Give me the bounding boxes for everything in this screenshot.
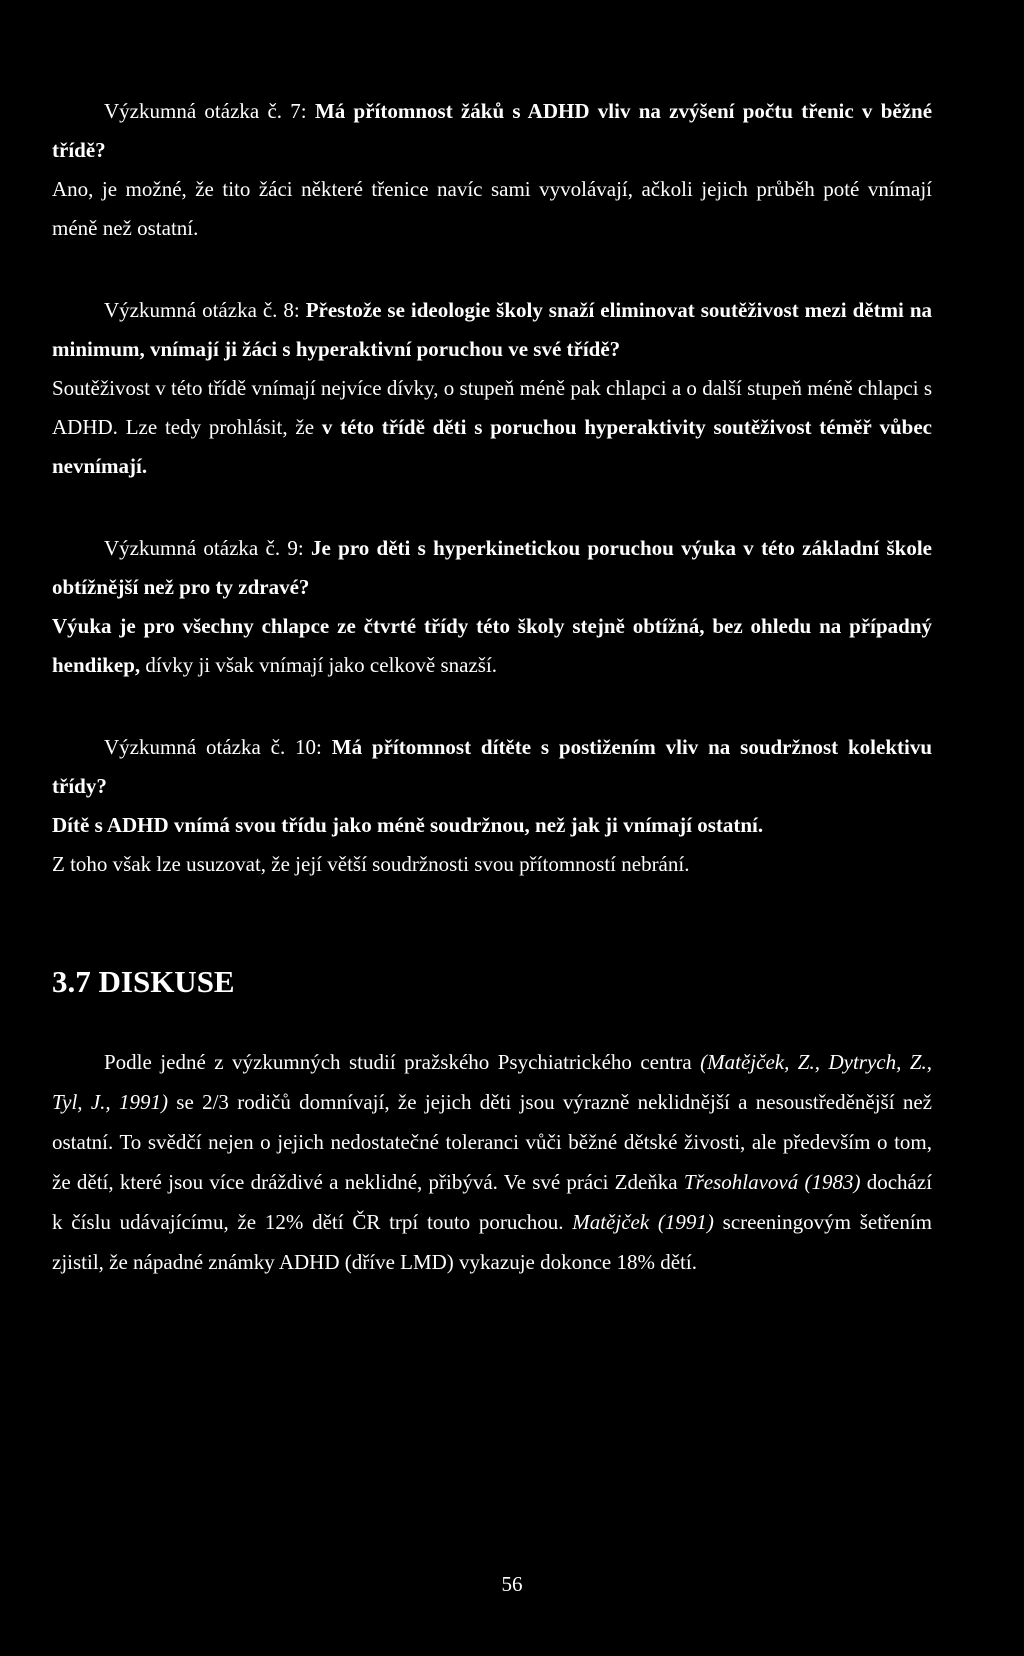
citation: Třesohlavová (1983) [683,1170,861,1194]
answer-plain: Soutěživost v této třídě vnímají nejvíce dívky, o stupeň méně pak chlapci a o další stupeň méně chlapci s ADHD. Lze tedy prohlásit, že [52,376,932,439]
question-text: Má přítomnost dítěte s postižením vliv na soudržnost kolektivu třídy? [52,735,933,798]
paragraph-text: screeningovým šetřením zjistil, že nápadné známky ADHD (dříve LMD) vykazuje dokonce 18% dětí. [52,1210,933,1274]
answer-7: Ano, je možné, že tito žáci některé třenice navíc sami vyvolávají, ačkoli jejich průběh poté vnímají méně než ostatní. [52,177,932,240]
question-label: Výzkumná otázka č. 10: [104,735,322,759]
spacer [52,685,932,728]
answer-plain: dívky ji však vnímají jako celkově snazší. [145,653,498,677]
spacer [52,1002,932,1042]
question-label: Výzkumná otázka č. 7: [104,99,307,123]
answer-10-plain: Z toho však lze usuzovat, že její větší soudržnosti svou přítomností nebrání. [52,852,690,876]
citation: (Matějček, Z., Dytrych, Z., Tyl, J., 1991) [52,1050,932,1114]
research-question-9 [52,529,932,607]
citation: Matějček (1991) [572,1210,714,1234]
answer-9 [52,607,932,685]
answer-bold: Výuka je pro všechny chlapce ze čtvrté třídy této školy stejně obtížná, bez ohledu na případný hendikep, [52,614,932,677]
research-question-10 [52,728,932,806]
research-question-8 [52,291,932,369]
question-text: Má přítomnost žáků s ADHD vliv na zvýšení počtu třenic v běžné třídě? [52,99,933,162]
question-label: Výzkumná otázka č. 8: [104,298,300,322]
paragraph-text: se 2/3 rodičů domnívají, že jejich děti jsou výrazně neklidnější a nesoustředěnější než ostatní. To svědčí nejen o jejich nedostatečné toleranci vůči běžné dětské živosti, ale především o tom, že dětí, které jsou více dráždivé a neklidné, přibývá. Ve své práci Zdeňka [52,1090,933,1194]
research-question-7 [52,92,932,170]
answer-10-bold [52,806,932,845]
question-text: Je pro děti s hyperkinetickou poruchou výuka v této základní škole obtížnější než pro ty zdravé? [52,536,932,599]
question-text: Přestože se ideologie školy snaží eliminovat soutěživost mezi dětmi na minimum, vnímají ji žáci s hyperaktivní poruchou ve své třídě? [52,298,933,361]
page-number: 56 [501,1572,523,1596]
answer-bold: Dítě s ADHD vnímá svou třídu jako méně soudržnou, než jak ji vnímají ostatní. [52,813,764,837]
spacer [52,486,932,529]
document-page [52,92,932,1282]
question-label: Výzkumná otázka č. 9: [104,536,304,560]
paragraph-text: dochází k číslu udávajícímu, že 12% dětí ČR trpí touto poruchou. [52,1170,933,1234]
spacer [52,248,932,291]
answer-bold: v této třídě děti s poruchou hyperaktivity soutěživost téměř vůbec nevnímají. [52,415,933,478]
discussion-paragraph [52,1042,932,1282]
paragraph-text: Podle jedné z výzkumných studií pražského Psychiatrického centra [104,1050,692,1074]
answer-8 [52,369,932,486]
spacer [52,884,932,962]
section-heading: 3.7 DISKUSE [52,964,235,999]
